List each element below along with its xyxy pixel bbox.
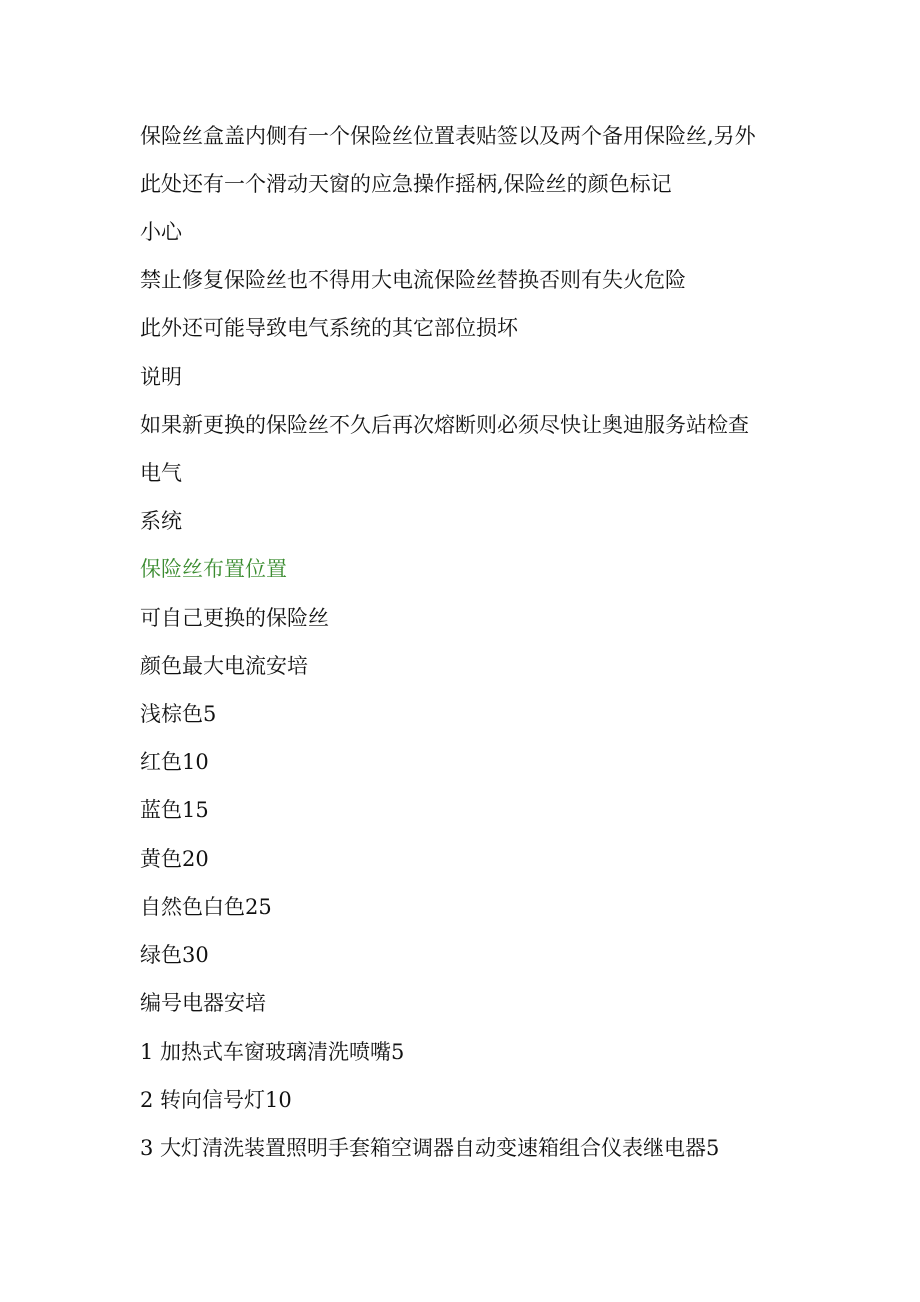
color-row-yellow: 黄色20 [140,847,209,871]
color-row-red: 红色10 [140,750,209,774]
fuse-row-3: 3 大灯清洗装置照明手套箱空调器自动变速箱组合仪表继电器5 [140,1136,720,1160]
color-row-light-brown: 浅棕色5 [140,702,217,726]
note-text: 如果新更换的保险丝不久后再次熔断则必须尽快让奥迪服务站检查 [140,413,749,437]
section-heading-fuse-layout: 保险丝布置位置 [140,557,287,581]
caution-text-1: 禁止修复保险丝也不得用大电流保险丝替换否则有失火危险 [140,268,686,292]
note-text-continued-2: 系统 [140,509,182,533]
note-heading: 说明 [140,365,182,389]
fuse-table-header: 编号电器安培 [140,991,266,1015]
color-table-header: 颜色最大电流安培 [140,654,308,678]
color-row-natural-white: 自然色白色25 [140,895,272,919]
caution-heading: 小心 [140,220,182,244]
paragraph-fuse-box-intro-1: 保险丝盒盖内侧有一个保险丝位置表贴签以及两个备用保险丝,另外 [140,124,756,148]
subheading-replaceable-fuses: 可自己更换的保险丝 [140,606,329,630]
fuse-row-1: 1 加热式车窗玻璃清洗喷嘴5 [140,1040,405,1064]
color-row-green: 绿色30 [140,943,209,967]
color-row-blue: 蓝色15 [140,798,209,822]
caution-text-2: 此外还可能导致电气系统的其它部位损坏 [140,316,518,340]
paragraph-fuse-box-intro-2: 此处还有一个滑动天窗的应急操作摇柄,保险丝的颜色标记 [140,172,672,196]
note-text-continued-1: 电气 [140,461,182,485]
fuse-row-2: 2 转向信号灯10 [140,1088,292,1112]
